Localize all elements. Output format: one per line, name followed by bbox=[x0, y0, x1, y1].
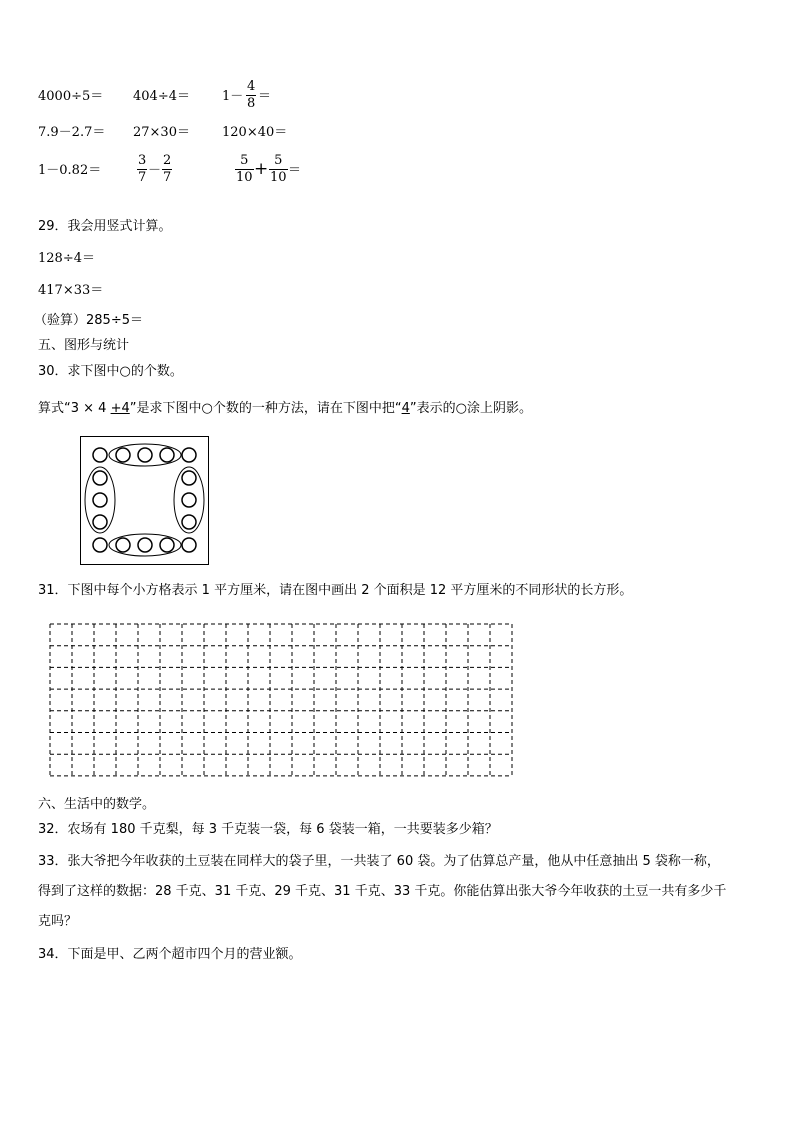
calc-r1-c-eq: ＝ bbox=[258, 89, 272, 104]
fraction-numerator: 5 bbox=[240, 153, 249, 168]
q30-desc-underlined-4: 4 bbox=[401, 401, 410, 416]
q34-title: 34．下面是甲、乙两个超市四个月的营业额。 bbox=[38, 947, 302, 962]
q30-title: 30．求下图中○的个数。 bbox=[38, 364, 183, 379]
calc-r2-c: 120×40＝ bbox=[222, 125, 288, 140]
calc-r1-b: 404÷4＝ bbox=[133, 89, 190, 104]
calc-r1-a: 4000÷5＝ bbox=[38, 89, 104, 104]
q29-expr2: 417×33＝ bbox=[38, 283, 104, 298]
q29-title: 29．我会用竖式计算。 bbox=[38, 219, 172, 234]
section-6-heading: 六、生活中的数学。 bbox=[38, 797, 156, 812]
fraction-numerator: 2 bbox=[163, 153, 172, 168]
q30-desc-part2: ”是求下图中○个数的一种方法，请在下图中把“ bbox=[129, 401, 402, 416]
q29-expr1: 128÷4＝ bbox=[38, 251, 95, 266]
q32-title: 32．农场有 180 千克梨，每 3 千克装一袋，每 6 袋装一箱，一共要装多少箱？ bbox=[38, 822, 498, 837]
q33-line1: 33．张大爷把今年收获的土豆装在同样大的袋子里，一共装了 60 袋。为了估算总产量，他从中任意抽出 5 袋称一称， bbox=[38, 854, 720, 869]
calc-r3-b-op: － bbox=[148, 163, 162, 178]
calc-r3-c-eq: ＝ bbox=[288, 163, 302, 178]
calc-r2-a: 7.9－2.7＝ bbox=[38, 125, 106, 140]
fraction-numerator: 5 bbox=[274, 153, 283, 168]
fraction-denominator: 7 bbox=[163, 170, 172, 185]
calc-r3-a: 1－0.82＝ bbox=[38, 163, 102, 178]
fraction-numerator: 4 bbox=[247, 79, 256, 94]
fraction-denominator: 10 bbox=[270, 170, 287, 185]
fraction-numerator: 3 bbox=[138, 153, 147, 168]
q30-desc-part3: ”表示的○涂上阴影。 bbox=[409, 401, 532, 416]
q33-line2: 得到了这样的数据：28 千克、31 千克、29 千克、31 千克、33 千克。你能估算出张大爷今年收获的土豆一共有多少千 bbox=[38, 884, 727, 899]
fraction-denominator: 7 bbox=[138, 170, 147, 185]
q30-desc-underlined-term: +4 bbox=[110, 401, 130, 416]
fraction-denominator: 8 bbox=[247, 96, 256, 111]
q31-title: 31．下图中每个小方格表示 1 平方厘米，请在图中画出 2 个面积是 12 平方厘米的不同形状的长方形。 bbox=[38, 583, 633, 598]
q33-line3: 克吗？ bbox=[38, 914, 78, 929]
fraction-denominator: 10 bbox=[236, 170, 253, 185]
section-5-heading: 五、图形与统计 bbox=[38, 338, 130, 353]
q30-desc-part1: 算式“3 × 4 bbox=[38, 401, 107, 416]
q29-expr3: （验算）285÷5＝ bbox=[34, 313, 143, 328]
calc-r1-c-prefix: 1－ bbox=[222, 89, 244, 104]
calc-r3-c-op: + bbox=[254, 159, 269, 179]
calc-r2-b: 27×30＝ bbox=[133, 125, 190, 140]
